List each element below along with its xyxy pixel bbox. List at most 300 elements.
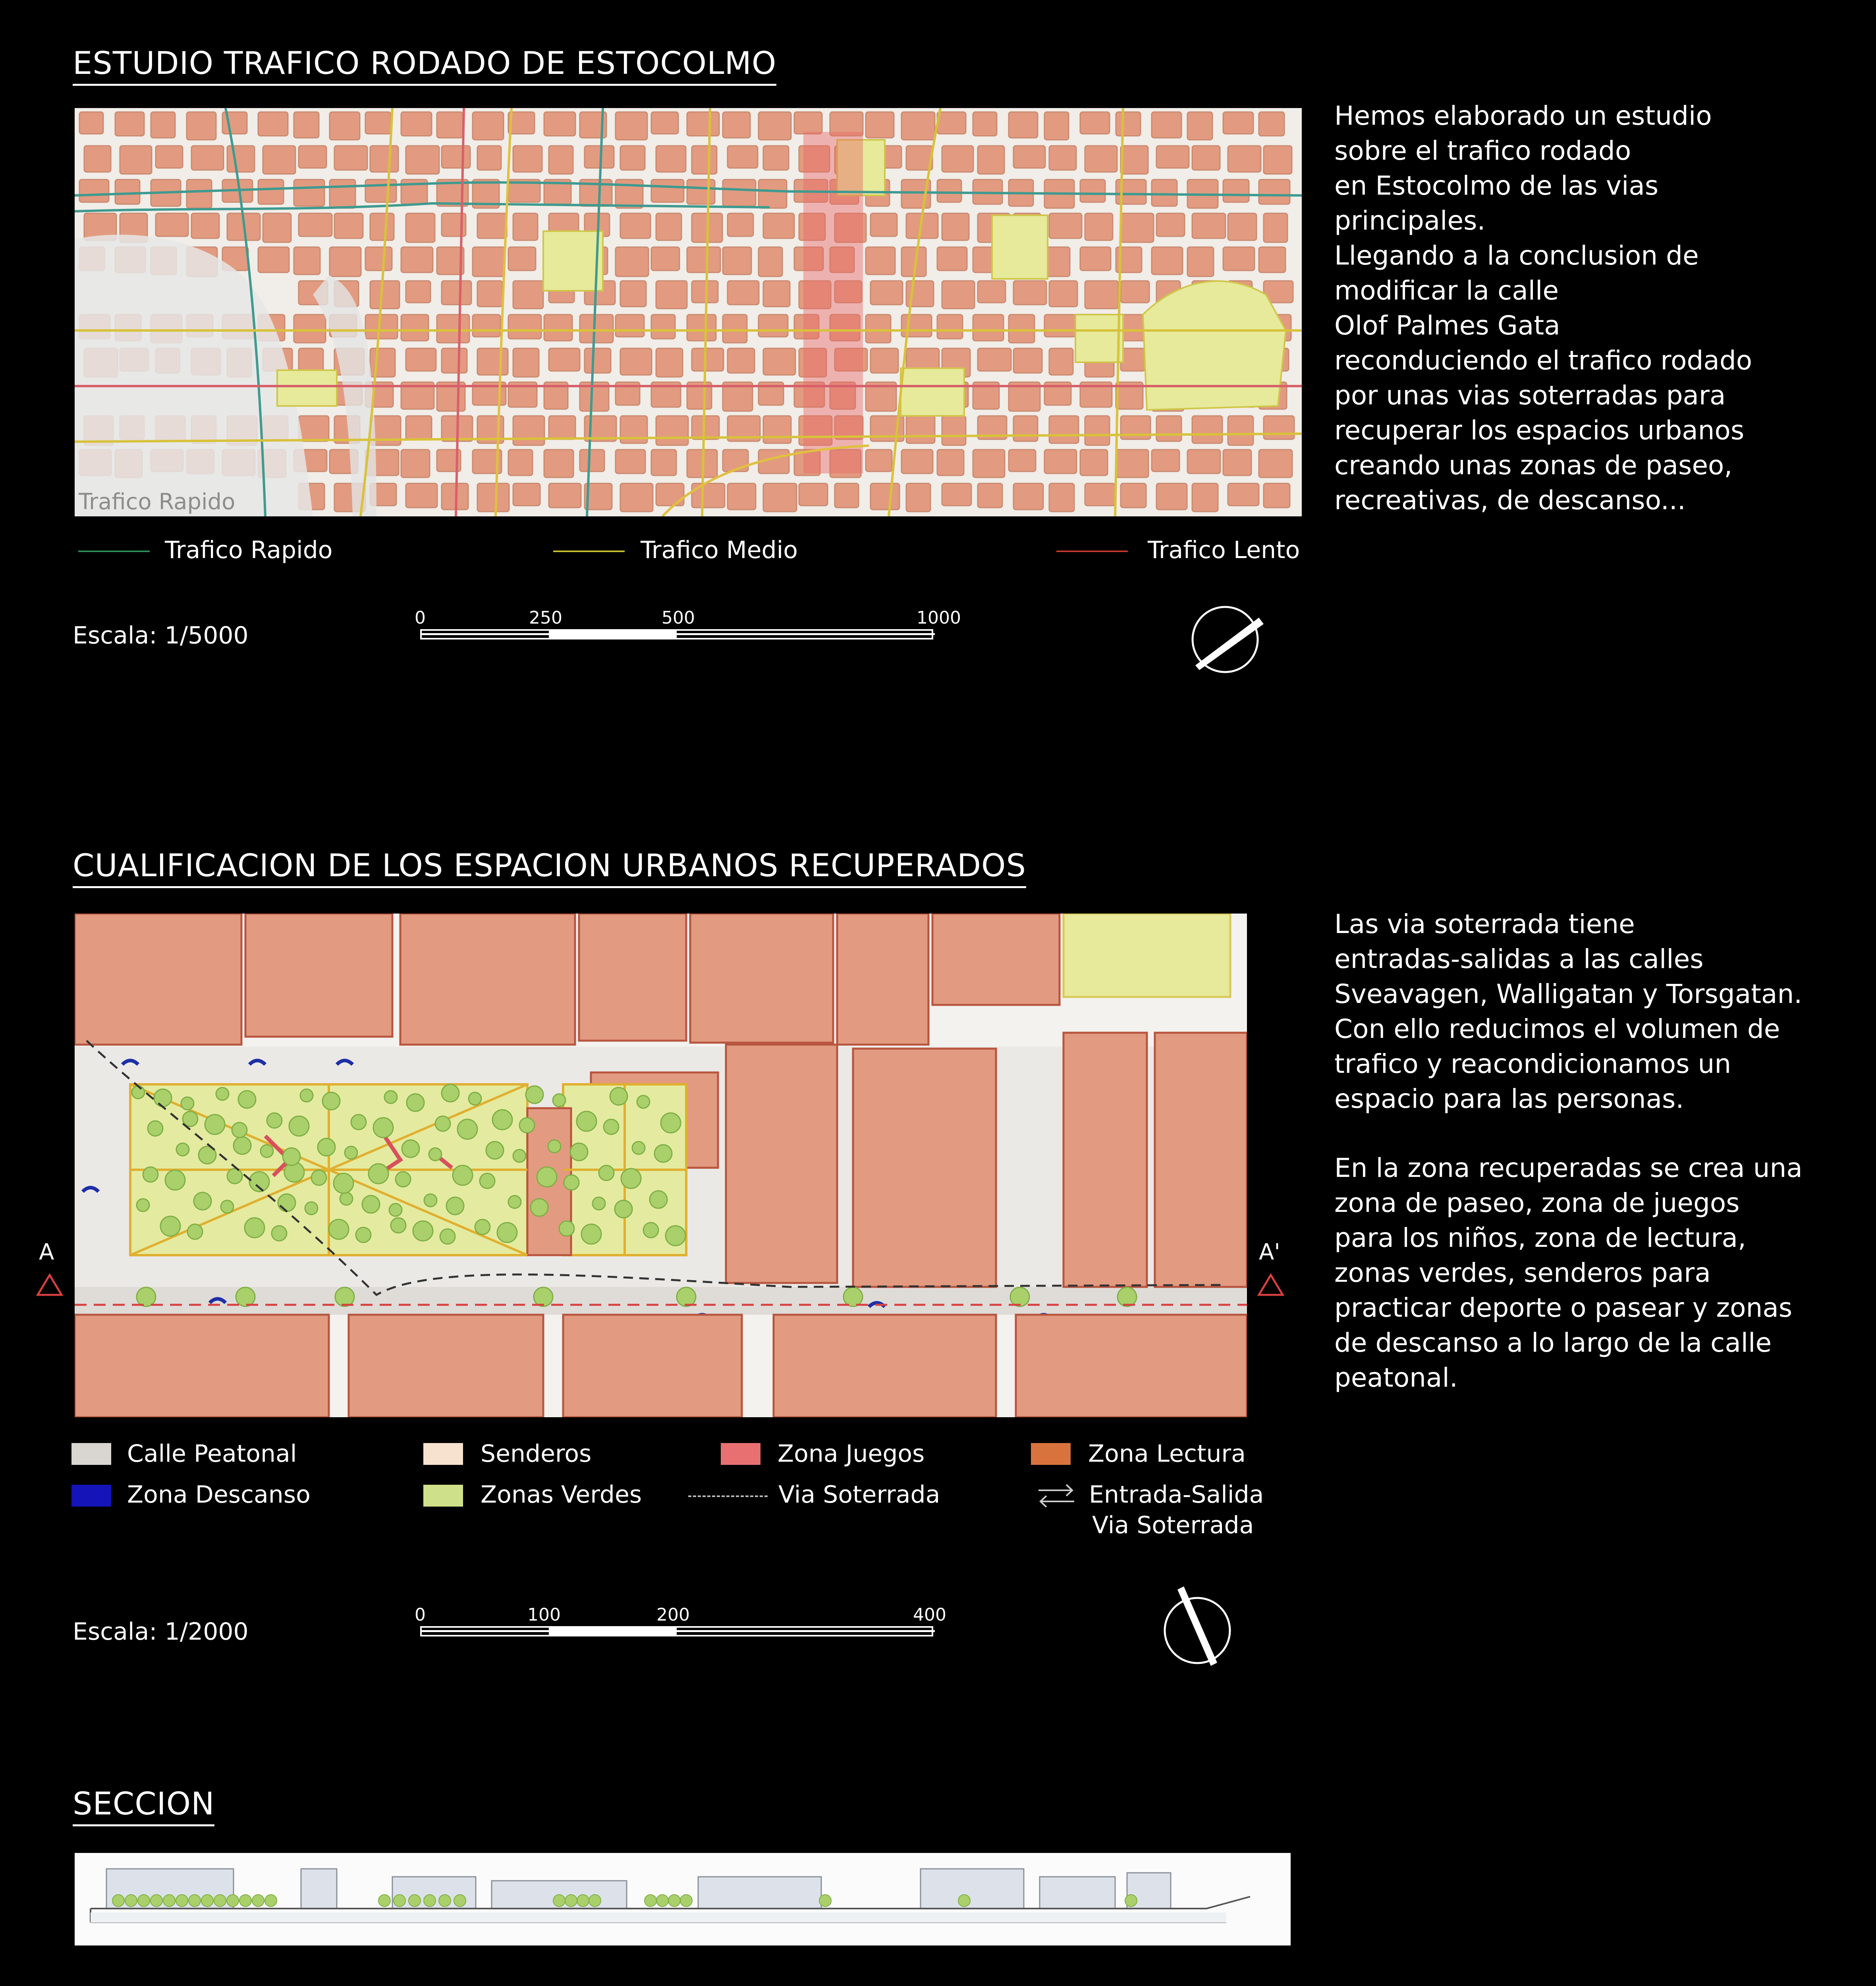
city-block — [513, 281, 543, 309]
urban-description-2-line: practicar deporte o pasear y zonas — [1334, 1292, 1793, 1323]
tree-icon — [637, 1095, 650, 1108]
city-block — [156, 146, 183, 168]
tree-icon — [407, 1094, 424, 1111]
city-block — [508, 315, 541, 339]
tree-icon — [221, 1200, 234, 1213]
city-block — [870, 483, 899, 510]
city-block — [365, 315, 398, 339]
tree-icon — [340, 1192, 353, 1205]
city-block — [294, 247, 320, 274]
city-block — [437, 315, 469, 343]
section-tree-icon — [163, 1895, 175, 1907]
city-block — [1156, 146, 1189, 168]
city-block — [763, 213, 794, 238]
swatch-zona-lectura — [1031, 1443, 1071, 1465]
city-block — [508, 247, 536, 270]
tree-icon — [564, 1175, 579, 1190]
tree-icon — [843, 1287, 863, 1306]
city-block — [728, 348, 755, 373]
city-block — [406, 281, 430, 303]
city-block — [692, 416, 719, 439]
urban-description-1-line: Con ello reducimos el volumen de — [1334, 1014, 1780, 1044]
tree-icon — [480, 1173, 495, 1188]
city-block — [513, 146, 542, 172]
city-block — [1080, 450, 1108, 475]
tree-icon — [661, 1113, 681, 1133]
tree-icon — [621, 1169, 641, 1188]
city-block — [115, 112, 144, 136]
city-block — [1049, 348, 1073, 375]
city-block — [1223, 112, 1253, 134]
section-mark-a-prime-triangle-icon — [1257, 1273, 1285, 1297]
tree-icon — [329, 1219, 349, 1239]
section-tree-icon — [176, 1895, 188, 1907]
city-block — [763, 146, 789, 170]
legend-line-lento — [1056, 551, 1128, 552]
city-block — [513, 213, 538, 240]
city-block — [723, 180, 756, 206]
city-block — [835, 483, 859, 508]
tree-icon — [492, 1110, 512, 1130]
city-block — [723, 450, 748, 471]
section-tree-icon — [645, 1895, 656, 1907]
traffic-description-line: sobre el trafico rodado — [1334, 135, 1631, 166]
tree-icon — [384, 1091, 397, 1103]
city-block — [1085, 483, 1115, 506]
city-block — [942, 146, 973, 172]
tree-icon — [205, 1115, 225, 1134]
city-block — [365, 247, 392, 270]
traffic-description-line: principales. — [1334, 205, 1486, 236]
traffic-description-line: Llegando a la conclusion de — [1334, 240, 1699, 271]
scale-label-1: Escala: 1/5000 — [73, 622, 249, 649]
city-block — [906, 483, 930, 512]
tree-icon — [137, 1199, 149, 1211]
urban-description-2-line: zona de paseo, zona de juegos — [1334, 1188, 1740, 1218]
city-block — [1013, 146, 1045, 168]
section-tree-icon — [680, 1895, 692, 1907]
city-block — [687, 315, 716, 341]
city-block — [406, 213, 435, 242]
section-tree-icon — [958, 1895, 970, 1907]
legend-senderos: Senderos — [481, 1440, 592, 1468]
section-tree-icon — [151, 1895, 162, 1907]
legend-trafico-medio: Trafico Medio — [641, 536, 798, 564]
city-block — [473, 315, 500, 337]
tree-icon — [553, 1094, 566, 1107]
city-block — [937, 180, 961, 202]
city-block — [580, 315, 613, 343]
city-block — [616, 112, 647, 140]
tree-icon — [531, 1199, 548, 1216]
city-block — [692, 146, 717, 174]
tree-icon — [486, 1142, 504, 1159]
urban-description-1 — [1334, 907, 1802, 1117]
city-block — [406, 416, 432, 439]
tree-icon — [232, 1122, 247, 1138]
city-block — [1192, 146, 1220, 170]
city-block — [1259, 180, 1290, 204]
city-block — [406, 483, 437, 508]
tree-icon — [391, 1218, 406, 1233]
city-block — [258, 247, 289, 272]
section-tree-icon — [214, 1895, 226, 1907]
traffic-description-line: por unas vias soterradas para — [1334, 380, 1726, 411]
section-tree-icon — [439, 1895, 451, 1907]
city-block — [544, 450, 573, 477]
scale2-tick-200: 200 — [656, 1605, 690, 1625]
city-block — [1187, 450, 1220, 473]
section-tree-icon — [378, 1895, 390, 1907]
city-block — [1121, 348, 1145, 371]
city-block — [723, 112, 750, 138]
city-block — [549, 348, 580, 371]
city-block — [906, 416, 935, 443]
tree-icon — [475, 1219, 490, 1234]
tree-icon — [453, 1165, 473, 1185]
tree-icon — [351, 1115, 366, 1130]
section-drawing — [75, 1853, 1291, 1945]
tree-icon — [429, 1148, 442, 1161]
city-block — [1192, 416, 1222, 443]
urban-description-1-line: trafico y reacondicionamos un — [1334, 1049, 1731, 1079]
tree-icon — [305, 1202, 318, 1215]
city-block — [1192, 213, 1226, 238]
tree-icon — [593, 1197, 605, 1210]
tree-icon — [457, 1119, 477, 1139]
city-block — [258, 112, 288, 136]
city-block — [620, 483, 653, 512]
tree-icon — [402, 1140, 419, 1157]
city-block — [294, 112, 319, 138]
city-block — [906, 146, 932, 170]
city-block — [191, 146, 224, 170]
city-block — [723, 247, 751, 274]
city-block — [1121, 483, 1146, 508]
tree-icon — [650, 1191, 667, 1208]
swatch-senderos — [423, 1443, 463, 1465]
city-block — [294, 180, 324, 206]
city-block — [866, 112, 894, 138]
city-block — [870, 348, 898, 373]
tree-icon — [334, 1173, 353, 1193]
city-block — [687, 180, 715, 204]
city-block — [1228, 146, 1261, 172]
city-block — [549, 416, 575, 439]
city-block — [651, 180, 684, 202]
urban-description-2-line: de descanso a lo largo de la calle — [1334, 1327, 1772, 1358]
legend-line-medio — [553, 551, 625, 552]
city-block — [1152, 112, 1181, 138]
swatch-zonas-verdes — [423, 1485, 463, 1507]
city-block — [1085, 416, 1110, 445]
city-block — [763, 281, 790, 307]
tree-icon — [526, 1086, 543, 1103]
city-block — [973, 315, 1004, 341]
section-tree-icon — [227, 1895, 239, 1907]
tree-icon — [446, 1197, 464, 1215]
legend-trafico-rapido: Trafico Rapido — [165, 536, 333, 564]
section-tree-icon — [668, 1895, 680, 1907]
tree-icon — [632, 1142, 645, 1154]
city-block — [1085, 213, 1113, 240]
city-block — [401, 315, 428, 341]
city-block — [477, 281, 502, 307]
city-block — [1044, 315, 1075, 337]
city-block — [870, 213, 897, 236]
tree-icon — [132, 1086, 145, 1099]
section-tree-icon — [189, 1895, 201, 1907]
city-block — [1049, 146, 1076, 170]
urban-description-2-line: para los niños, zona de lectura, — [1334, 1223, 1746, 1253]
tree-icon — [345, 1146, 357, 1159]
scale1-tick-500: 500 — [662, 608, 695, 628]
city-block — [651, 450, 676, 475]
scale-bar-2 — [415, 1605, 946, 1636]
tree-icon — [604, 1119, 619, 1134]
city-block — [437, 112, 463, 138]
city-block — [759, 247, 782, 276]
city-block — [728, 213, 753, 236]
city-block — [1049, 416, 1079, 443]
city-block — [187, 180, 212, 208]
section-tree-icon — [565, 1895, 577, 1907]
city-block — [544, 315, 572, 341]
city-block — [687, 112, 719, 136]
section-tree-icon — [239, 1895, 251, 1907]
city-block — [191, 213, 219, 238]
city-block — [870, 281, 903, 305]
city-block — [616, 247, 648, 276]
section-tree-icon — [577, 1895, 589, 1907]
tree-icon — [238, 1091, 256, 1108]
traffic-description-line: en Estocolmo de las vias — [1334, 170, 1659, 201]
city-block — [513, 348, 539, 377]
section-mark-a: A — [39, 1239, 54, 1265]
tree-icon — [261, 1145, 273, 1157]
city-block — [692, 483, 725, 508]
tree-icon — [666, 1226, 685, 1246]
city-block — [1049, 281, 1077, 307]
city-block — [656, 213, 681, 240]
urban-description-1-line: Las via soterrada tiene — [1334, 909, 1635, 939]
city-block — [442, 348, 467, 373]
traffic-description-line: modificar la calle — [1334, 275, 1559, 306]
section-tree-icon — [589, 1895, 601, 1907]
city-block — [299, 348, 323, 373]
section-tree-icon — [394, 1895, 405, 1907]
legend-entrada-salida-via: Via Soterrada — [1092, 1511, 1254, 1539]
city-block — [978, 483, 1002, 508]
traffic-description-line: reconduciendo el trafico rodado — [1334, 345, 1752, 376]
legend-zona-lectura: Zona Lectura — [1088, 1440, 1246, 1468]
entrance-exit-arrows-icon — [1035, 1482, 1078, 1509]
city-block — [1264, 483, 1290, 508]
city-block — [294, 315, 326, 343]
city-block — [1156, 483, 1187, 510]
city-block — [656, 416, 688, 445]
section-tree-icon — [424, 1895, 436, 1907]
section-tree-icon — [656, 1895, 668, 1907]
city-block — [1049, 483, 1074, 512]
city-block — [620, 348, 652, 375]
city-block — [79, 180, 109, 202]
city-block — [942, 483, 971, 506]
tree-icon — [289, 1116, 309, 1136]
city-block — [1152, 180, 1177, 206]
tree-icon — [176, 1143, 189, 1156]
tree-icon — [577, 1111, 596, 1131]
city-block — [1228, 213, 1256, 240]
tree-icon — [610, 1088, 627, 1105]
city-block — [1152, 247, 1183, 274]
urban-spaces-title: CUALIFICACION DE LOS ESPACION URBANOS RECUPERADOS — [73, 848, 1026, 888]
city-block — [942, 416, 966, 445]
section-tree-icon — [1125, 1895, 1137, 1907]
urban-description-2-line: peatonal. — [1334, 1362, 1458, 1393]
city-block — [330, 180, 355, 208]
city-block — [728, 281, 759, 305]
tree-icon — [413, 1221, 433, 1241]
section-tree-icon — [454, 1895, 466, 1907]
city-block — [549, 146, 573, 174]
city-block — [544, 112, 575, 136]
city-block — [1121, 146, 1148, 174]
tree-icon — [300, 1089, 313, 1102]
tree-icon — [148, 1121, 163, 1136]
city-block — [370, 281, 400, 309]
city-block — [794, 112, 822, 134]
city-block — [299, 213, 332, 236]
city-block — [477, 483, 509, 512]
city-block — [1264, 416, 1294, 439]
tree-icon — [469, 1092, 481, 1105]
city-block — [1121, 213, 1154, 242]
legend-zona-descanso: Zona Descanso — [127, 1481, 311, 1509]
city-block — [1187, 112, 1212, 140]
traffic-description-line: recreativas, de descanso... — [1334, 485, 1686, 516]
city-block — [651, 247, 679, 270]
scale-bar-1 — [415, 608, 961, 639]
tree-icon — [581, 1224, 601, 1244]
traffic-description-line: Olof Palmes Gata — [1334, 310, 1560, 341]
city-block — [365, 180, 396, 202]
city-block — [1013, 483, 1043, 510]
tree-icon — [187, 1224, 203, 1239]
city-block — [115, 180, 140, 204]
tree-icon — [154, 1089, 172, 1107]
city-block — [580, 450, 604, 471]
city-block — [263, 213, 291, 242]
city-block — [692, 348, 724, 371]
tree-icon — [267, 1113, 282, 1128]
traffic-description — [1334, 99, 1752, 518]
city-block — [1044, 450, 1077, 473]
tree-icon — [615, 1200, 632, 1218]
city-block — [978, 281, 1006, 303]
city-block — [406, 348, 436, 371]
city-block — [1259, 450, 1292, 477]
city-block — [656, 348, 683, 377]
tree-icon — [643, 1223, 658, 1238]
city-block — [84, 146, 111, 172]
city-block — [616, 315, 644, 337]
urban-description-2 — [1334, 1151, 1803, 1395]
tree-icon — [440, 1229, 455, 1244]
tree-icon — [318, 1138, 335, 1156]
city-block — [330, 247, 361, 276]
city-block — [508, 450, 533, 475]
tree-icon — [599, 1165, 614, 1180]
city-block — [763, 348, 795, 375]
city-block — [1259, 247, 1285, 272]
urban-description-1-line: espacio para las personas. — [1334, 1084, 1684, 1114]
city-block — [1156, 416, 1181, 441]
city-block — [1121, 281, 1149, 303]
city-block — [901, 450, 933, 473]
city-block — [1156, 213, 1185, 236]
city-block — [406, 146, 439, 174]
north-arrow-2-icon — [1158, 1585, 1237, 1668]
section-tree-icon — [125, 1895, 137, 1907]
city-block — [1192, 483, 1218, 512]
swatch-zona-juegos — [721, 1443, 760, 1465]
city-block — [477, 146, 501, 170]
city-block — [763, 416, 791, 443]
tree-icon — [311, 1170, 326, 1185]
city-block — [1187, 247, 1214, 276]
legend-via-soterrada: Via Soterrada — [778, 1481, 940, 1509]
city-block — [1264, 146, 1292, 174]
city-block — [1264, 213, 1287, 242]
section-tree-icon — [553, 1895, 565, 1907]
tree-icon — [278, 1194, 295, 1211]
city-block — [370, 146, 398, 172]
tree-icon — [424, 1194, 437, 1207]
tree-icon — [234, 1137, 251, 1154]
city-block — [799, 483, 828, 506]
traffic-map-drawing — [75, 108, 1302, 516]
swatch-calle-peatonal — [71, 1443, 111, 1465]
city-block — [692, 281, 718, 303]
traffic-description-line: creando unas zonas de paseo, — [1334, 450, 1733, 481]
city-block — [585, 348, 611, 373]
tree-icon — [548, 1140, 561, 1153]
tree-icon — [322, 1092, 340, 1110]
city-block — [763, 483, 797, 512]
swatch-zona-descanso — [71, 1485, 111, 1507]
city-block — [723, 315, 747, 343]
tree-icon — [369, 1164, 388, 1184]
urban-spaces-map — [75, 914, 1247, 1417]
tree-icon — [165, 1170, 185, 1190]
legend-line-rapido — [78, 551, 150, 552]
city-block — [1080, 180, 1105, 202]
city-block — [1223, 247, 1255, 270]
section-mark-a-prime: A' — [1259, 1239, 1280, 1265]
city-block — [759, 180, 787, 208]
city-block — [258, 180, 284, 204]
tree-icon — [181, 1097, 194, 1110]
city-block — [473, 112, 504, 140]
city-block — [620, 213, 650, 238]
city-block — [227, 146, 255, 172]
section-tree-icon — [409, 1895, 421, 1907]
tree-icon — [654, 1145, 672, 1162]
section-tree-icon — [201, 1895, 213, 1907]
section-tree-icon — [138, 1895, 150, 1907]
city-block — [513, 416, 544, 445]
